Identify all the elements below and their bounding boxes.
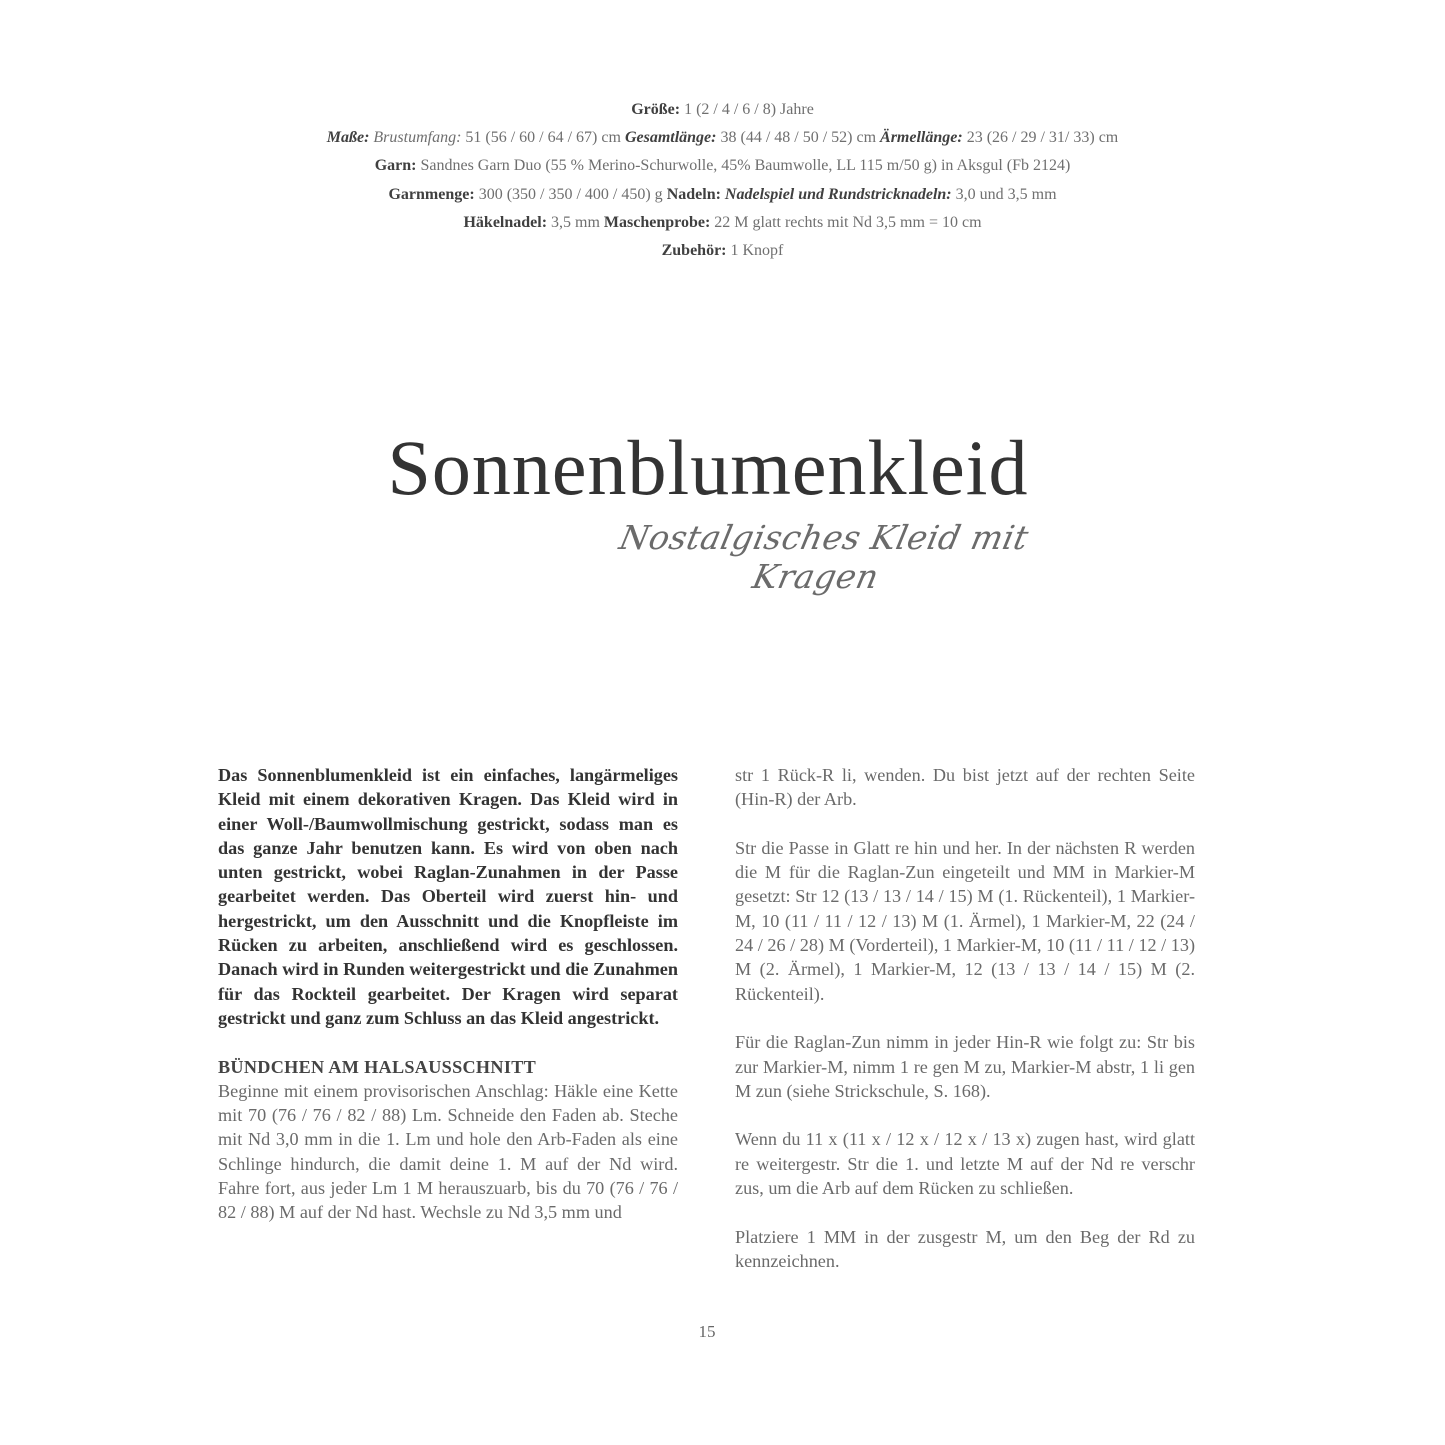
accessory-value: 1 Knopf [730,242,784,260]
amount-value: 300 (350 / 350 / 400 / 450) g [478,185,663,203]
paragraph-2: Str die Passe in Glatt re hin und her. In der nächsten R werden die M für die Raglan-Zun eingeteilt und MM in Markier-M gesetzt: Str 12 (13 / 13 / 14 / 15) M (1. Rückenteil), 1 Markier-M, 10 (11 / 11 / 12 / 13) M (1. Ärmel), 1 Markier-M, 22 (24 / 24 / 26 / 28) M (Vorderteil), 1 Markier-M, 10 (11 / 11 / 12 / 13) M (2. Ärmel), 1 Markier-M, 12 (13 / 13 / 14 / 15) M (2. Rückenteil). [735,837,1195,1004]
hook-gauge-line [0,209,1445,237]
length-label: Gesamtlänge: [624,129,717,147]
length-value: 38 (44 / 48 / 50 / 52) cm [720,129,877,147]
amount-label: Garnmenge: [388,185,475,203]
needles-type: Nadelspiel und Rundstricknadeln: [724,185,952,203]
sleeve-value: 23 (26 / 29 / 31/ 33) cm [966,129,1119,147]
gauge-label: Maschenprobe: [603,213,711,231]
paragraph-4: Wenn du 11 x (11 x / 12 x / 12 x / 13 x) zugen hast, wird glatt re weitergestr. Str die 1. und letzte M auf der Nd re verschr zus, um die Arb auf dem Rücken zu schließen. [735,1129,1195,1199]
paragraph-5: Platziere 1 MM in der zusgestr M, um den Beg der Rd zu kennzeichnen. [735,1226,1195,1271]
needles-label: Nadeln: [666,185,721,203]
section-body: Beginne mit einem provisorischen Anschlag: Häkle eine Kette mit 70 (76 / 76 / 82 / 88) Lm. Schneide den Faden ab. Steche mit Nd 3,0 mm in die 1. Lm und hole den Arb-Faden als eine Schlinge hindurch, die damit deine 1. M auf der Nd wird. Fahre fort, aus jeder Lm 1 M herauszuarb, bis du 70 (76 / 76 / 82 / 88) M auf der Nd hast. Wechsle zu Nd 3,5 mm und [218,1080,678,1223]
intro-paragraph: Das Sonnenblumenkleid ist ein einfaches, langärmeliges Kleid mit einem dekorativen Kragen. Das Kleid wird in einer Woll-/Baumwollmischung gestrickt, sodass man es das ganze Jahr benutzen kann. Es wird von oben nach unten gestrickt, wobei Raglan-Zunahmen in der Passe gearbeitet werden. Das Oberteil wird zuerst hin- und hergestrickt, um den Ausschnitt und die Knopfleiste im Rücken zu arbeiten, anschließend wird es geschlossen. Danach wird in Runden weitergestrickt und die Zunahmen für das Rockteil gearbeitet. Der Kragen wird separat gestrickt und ganz zum Schluss an das Kleid angestrickt. [218,765,678,1028]
size-value: 1 (2 / 4 / 6 / 8) Jahre [684,101,814,118]
size-line [0,96,1445,124]
yarn-label: Garn: [374,157,417,175]
accessory-line [0,237,1445,265]
needles-value: 3,0 und 3,5 mm [955,185,1057,203]
size-label: Größe: [631,101,681,118]
materials-info [0,96,1445,265]
right-column [735,763,1195,1298]
measurements-line [0,124,1445,152]
hook-value: 3,5 mm [551,213,600,231]
page-subtitle: Nostalgisches Kleid mit Kragen [616,518,1033,596]
gauge-value: 22 M glatt rechts mit Nd 3,5 mm = 10 cm [714,213,982,231]
paragraph-1: str 1 Rück-R li, wenden. Du bist jetzt auf der rechten Seite (Hin-R) der Arb. [735,765,1195,810]
measure-label: Maße: [326,129,370,147]
yarn-value: Sandnes Garn Duo (55 % Merino-Schurwolle, 45% Baumwolle, LL 115 m/50 g) in Aksgul (Fb 2124) [420,157,1071,175]
left-column [218,763,678,1249]
yarn-line [0,152,1445,180]
chest-label: Brustumfang: [373,129,462,147]
amount-needles-line [0,181,1445,209]
chest-value: 51 (56 / 60 / 64 / 67) cm [465,129,621,147]
sleeve-label: Ärmellänge: [880,129,963,147]
hook-label: Häkelnadel: [463,213,548,231]
page-number: 15 [698,1322,716,1341]
paragraph-3: Für die Raglan-Zun nimm in jeder Hin-R wie folgt zu: Str bis zur Markier-M, nimm 1 re gen M zu, Markier-M abstr, 1 li gen M zun (siehe Strickschule, S. 168). [735,1032,1195,1101]
page-title: Sonnenblumenkleid [387,424,1029,511]
section-heading: BÜNDCHEN AM HALSAUSSCHNITT [218,1056,537,1077]
accessory-label: Zubehör: [661,242,727,260]
